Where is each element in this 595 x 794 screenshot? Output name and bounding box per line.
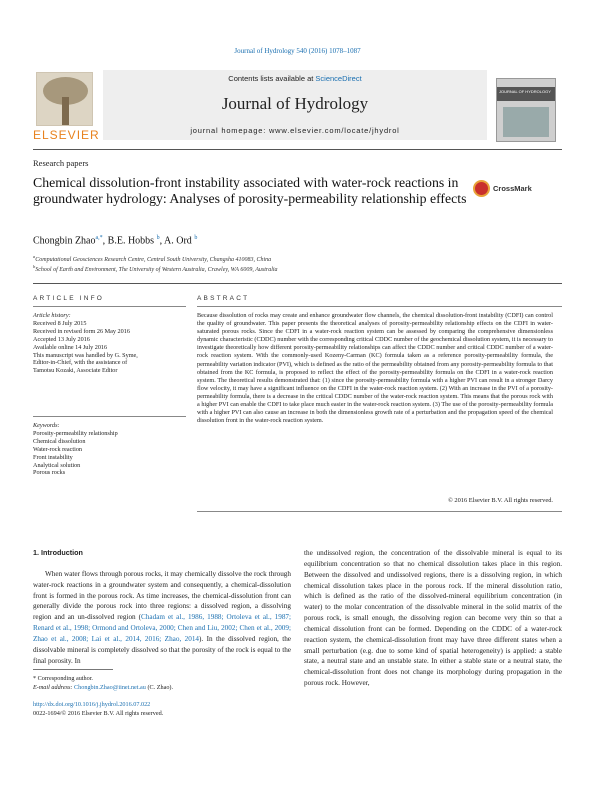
author-affil-mark[interactable]: a,* — [95, 235, 103, 241]
history-line: Received in revised form 26 May 2016 — [33, 327, 130, 335]
history-line: Accepted 13 July 2016 — [33, 335, 90, 343]
footnote-divider — [33, 669, 113, 670]
email-link[interactable]: Chongbin.Zhao@iinet.net.au — [74, 684, 146, 691]
email-label: E-mail address: — [33, 684, 75, 691]
body-column-left — [33, 548, 291, 666]
elsevier-tree-icon — [36, 72, 93, 126]
abstract-copyright: © 2016 Elsevier B.V. All rights reserved. — [447, 497, 553, 504]
keyword: Front instability — [33, 453, 73, 461]
affiliation-text: School of Earth and Environment, The University of Western Australia, Crawley, WA 6009, Australia — [35, 267, 278, 273]
homepage-prefix: journal homepage: — [190, 126, 269, 135]
email-note — [33, 684, 173, 692]
keywords-rule — [33, 416, 186, 417]
keywords — [33, 422, 193, 477]
article-history — [33, 312, 193, 375]
history-line: Received 8 July 2015 — [33, 319, 87, 327]
article-info-header: ARTICLE INFO — [33, 295, 105, 302]
history-line: This manuscript was handled by G. Syme, — [33, 351, 138, 359]
journal-reference-link[interactable]: Journal of Hydrology 540 (2016) 1078–1087 — [234, 47, 361, 55]
abstract-header: ABSTRACT — [197, 295, 250, 302]
journal-cover-image[interactable] — [496, 78, 556, 142]
crossmark-icon — [473, 180, 490, 197]
article-title: Chemical dissolution-front instability associated with water-rock reactions in groundwater hydrology: Analyses of porosity-permeability relationship effects — [33, 175, 467, 206]
keywords-label: Keywords: — [33, 422, 60, 429]
contents-line — [103, 74, 487, 83]
author-name[interactable]: Chongbin Zhao — [33, 235, 96, 247]
crossmark-button[interactable] — [473, 178, 558, 200]
author-separator: , — [159, 235, 165, 247]
author-list — [33, 235, 197, 246]
header-divider — [33, 283, 562, 284]
abstract-end-rule — [197, 511, 562, 512]
masthead — [33, 70, 562, 146]
author-name[interactable]: A. Ord — [164, 235, 192, 247]
issn-copyright: 0022-1694/© 2016 Elsevier B.V. All rights reserved. — [33, 710, 164, 717]
affiliation-mark: a — [33, 254, 36, 259]
masthead-divider — [33, 149, 562, 150]
affiliation-text: Computational Geosciences Research Centre, Central South University, Changsha 410083, China — [35, 257, 272, 263]
crossmark-label: CrossMark — [493, 184, 532, 193]
body-text: When water flows through porous rocks, it may chemically dissolve the rock through water-rock reactions in a groundwater system and consequently, a chemical-dissolution front is formed in the porous rock. As time increases, the chemical-dissolution front can generally divide the porous rock into three regions: a dissolved region, a dissolving region and an un-dissolved region ( — [33, 569, 291, 622]
journal-banner — [103, 70, 487, 140]
keyword: Analytical solution — [33, 461, 81, 469]
journal-homepage — [103, 126, 487, 135]
cover-title: JOURNAL OF HYDROLOGY — [499, 89, 551, 94]
affiliation — [33, 264, 278, 273]
email-suffix: (C. Zhao). — [145, 684, 174, 691]
body-column-right — [304, 548, 562, 689]
affiliation-mark: b — [33, 264, 36, 269]
history-label: Article history: — [33, 312, 71, 319]
publisher-logo[interactable] — [33, 72, 100, 142]
author-separator: , — [102, 235, 108, 247]
body-paragraph — [33, 569, 291, 667]
keyword: Porous rocks — [33, 469, 66, 477]
author-affil-mark[interactable]: b — [194, 235, 198, 241]
contents-prefix: Contents lists available at — [228, 74, 316, 83]
author-name[interactable]: B.E. Hobbs — [107, 235, 155, 247]
keyword: Porosity-permeability relationship — [33, 429, 118, 437]
citation-links[interactable]: Chadam et al., 1986, 1988; Ortoleva et al., 1987; Renard et al., 1998; Ormond and Ortoleva, 2000; Chen and Liu, 2002; Chen et al., 2009; Zhao et al., 2008; Lai et al., 2014, 2016; Zhao, 2014 — [33, 613, 292, 643]
publisher-logo-text: ELSEVIER — [33, 128, 100, 142]
keyword: Chemical dissolution — [33, 437, 86, 445]
abstract-text: Because dissolution of rocks may create and enhance groundwater flow channels, the chemical dissolution-front instability (CDFI) can control the quality of groundwater. This paper presents the theoretical analyses of porosity-permeability relationship effects on the CDFI in water-saturated porous rocks. Since the CDFI in a water-rock reaction system can be assessed by comparing the comprehensive dimensionless dynamic characteristic (CDDC) number with the corresponding critical CDDC number of the geochemical dissolution system, it is necessary to investigate theoretically how different porosity-permeability relationships can affect the CDDC number and critical CDDC number of a water-rock reaction system. With the commonly-used Kozeny-Carman (KC) formula taken as a reference porosity-permeability formula, the permeability variation indicator (PVI), which is defined as the ratio of the permeability obtained from any porosity-permeability formula to that obtained from the KC formula, is proposed to reflect the effect of the porosity-permeability formula on the CDFI in a water-rock reaction system. The theoretical results demonstrated that: (1) since the porosity-permeability formula with a higher PVI can result in a stronger Darcy flow velocity, it may have a significant influence on the CDFI in the water-rock reaction system. (2) With an increase in the PVI of a porosity-permeability formula, there is a decrease in the critical CDDC number of the water-rock reaction system. This means that the porous rock with a higher PVI can enable the CDFI to take place much easier in the water-rock reaction system. (3) The use of the porosity-permeability formula with a higher PVI can also cause an increase in both the dimensionless growth rate of a perturbation and the propagation speed of the chemical dissolution front in the water-rock reaction system. — [197, 312, 553, 425]
body-text: ). In the dissolved region, the dissolvable mineral is completely dissolved so that the porosity of the rock is equal to the final porosity. In — [33, 634, 291, 665]
keyword: Water-rock reaction — [33, 445, 83, 453]
article-info-rule — [33, 306, 186, 307]
author-affil-mark[interactable]: b — [156, 235, 160, 241]
body-paragraph: the undissolved region, the concentration of the dissolvable mineral is equal to its equilibrium concentration so that no chemical dissolution takes place in this region. Between the dissolved and undissolved regions, there is a dissolving region, in which chemical dissolution takes place in the porous rock. If the mineral dissolution ratio, which is defined as the ratio of the dissolved-mineral equilibrium concentration (in water) to the molar concentration of the dissolvable mineral in the solid matrix of the porous rock, is small enough, the dissolving region can become very thin so that a chemical dissolution front can be formed. Depending on the CDDC of a water-rock reaction system, the chemical-dissolution front may have three different states when a small perturbation (e.g. due to some kind of spatial heterogeneity) is applied: a stable state, a neutral state and an unstable state. In either a stable state or a neutral state, the chemical-dissolution front does not change its morphology during propagation in the porous rock. However, — [304, 549, 562, 688]
homepage-link[interactable]: www.elsevier.com/locate/jhydrol — [268, 126, 400, 135]
sciencedirect-link[interactable]: ScienceDirect — [315, 74, 362, 83]
history-line: Editor-in-Chief, with the assistance of — [33, 359, 128, 367]
section-heading: 1. Introduction — [33, 548, 83, 557]
history-line: Available online 14 July 2016 — [33, 343, 108, 351]
abstract-rule — [197, 306, 562, 307]
affiliation — [33, 254, 271, 263]
history-line: Tamotsu Kozaki, Associate Editor — [33, 367, 118, 375]
corresponding-author-note: * Corresponding author. — [33, 675, 93, 682]
journal-title: Journal of Hydrology — [221, 94, 369, 113]
doi-link[interactable]: http://dx.doi.org/10.1016/j.jhydrol.2016.07.022 — [33, 701, 151, 708]
article-section: Research papers — [33, 158, 89, 168]
